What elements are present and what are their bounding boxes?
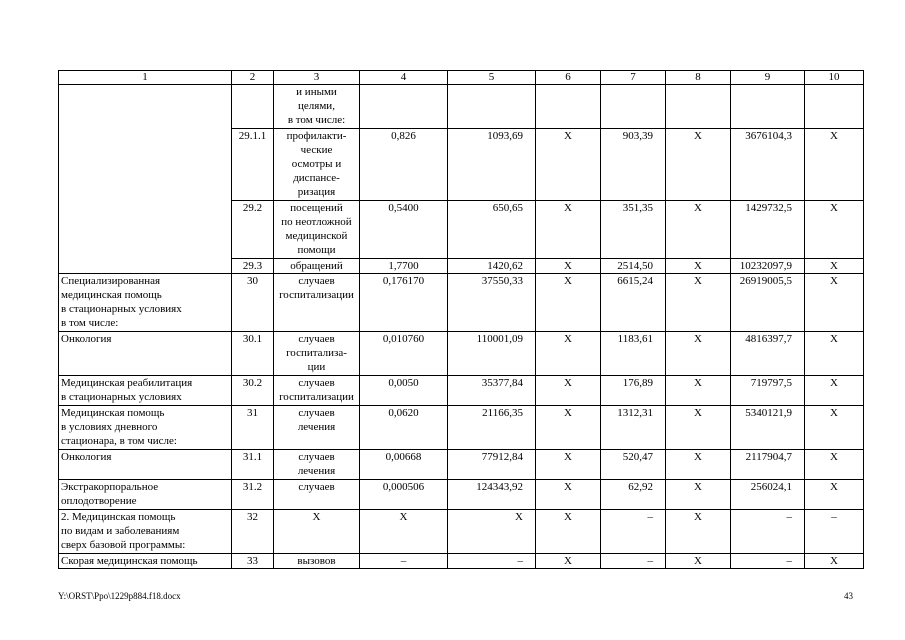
row-col6-cell: Х xyxy=(536,376,601,406)
row-col7-cell: – xyxy=(601,554,666,569)
footer-page-number: 43 xyxy=(844,591,853,601)
row-col8-cell: Х xyxy=(666,554,731,569)
row-col5-cell: 21166,35 xyxy=(448,406,536,450)
row-code-cell: 31.2 xyxy=(232,480,274,510)
row-name-cell: Онкология xyxy=(59,450,232,480)
row-code-cell: 29.1.1 xyxy=(232,129,274,201)
row-col6-cell: Х xyxy=(536,201,601,259)
row-col8-cell: Х xyxy=(666,376,731,406)
row-col8-cell: Х xyxy=(666,450,731,480)
row-col9-cell: 10232097,9 xyxy=(731,259,805,274)
row-col9-cell: 1429732,5 xyxy=(731,201,805,259)
header-row xyxy=(59,71,864,85)
row-col5-cell: – xyxy=(448,554,536,569)
row-col8-cell: Х xyxy=(666,406,731,450)
row-unit-cell: случаев лечения xyxy=(274,406,360,450)
row-col5-cell: 110001,09 xyxy=(448,332,536,376)
row-col9-cell: 3676104,3 xyxy=(731,129,805,201)
row-col5-cell: 650,65 xyxy=(448,201,536,259)
row-col5-cell: 77912,84 xyxy=(448,450,536,480)
row-code-cell: 32 xyxy=(232,510,274,554)
row-col7-cell: 62,92 xyxy=(601,480,666,510)
table-row xyxy=(59,85,864,129)
row-col4-cell: – xyxy=(360,554,448,569)
row-col5-cell: 37550,33 xyxy=(448,274,536,332)
row-unit-cell: посещений по неотложной медицинской помощи xyxy=(274,201,360,259)
row-col7-cell: 351,35 xyxy=(601,201,666,259)
row-col4-cell: 0,000506 xyxy=(360,480,448,510)
row-col10-cell: Х xyxy=(805,201,864,259)
row-col10-cell: Х xyxy=(805,274,864,332)
row-col5-cell: 1420,62 xyxy=(448,259,536,274)
row-col5-cell: 1093,69 xyxy=(448,129,536,201)
table-row xyxy=(59,480,864,510)
row-col8-cell xyxy=(666,85,731,129)
row-col8-cell: Х xyxy=(666,274,731,332)
row-col7-cell: 6615,24 xyxy=(601,274,666,332)
table-row xyxy=(59,332,864,376)
row-col10-cell: Х xyxy=(805,129,864,201)
row-col4-cell: 0,826 xyxy=(360,129,448,201)
row-code-cell: 31 xyxy=(232,406,274,450)
row-col9-cell: 26919005,5 xyxy=(731,274,805,332)
row-col6-cell: Х xyxy=(536,450,601,480)
row-col4-cell: 1,7700 xyxy=(360,259,448,274)
row-col5-cell xyxy=(448,85,536,129)
row-col6-cell xyxy=(536,85,601,129)
table-row xyxy=(59,406,864,450)
row-col6-cell: Х xyxy=(536,274,601,332)
row-unit-cell: вызовов xyxy=(274,554,360,569)
row-name-cell: Медицинская помощь в условиях дневного стационара, в том числе: xyxy=(59,406,232,450)
row-col5-cell: 124343,92 xyxy=(448,480,536,510)
row-col10-cell: – xyxy=(805,510,864,554)
row-col4-cell: 0,5400 xyxy=(360,201,448,259)
row-col8-cell: Х xyxy=(666,129,731,201)
row-col4-cell: 0,0620 xyxy=(360,406,448,450)
row-name-cell: Медицинская реабилитация в стационарных условиях xyxy=(59,376,232,406)
row-col10-cell: Х xyxy=(805,259,864,274)
row-name-cell: Специализированная медицинская помощь в стационарных условиях в том числе: xyxy=(59,274,232,332)
row-col8-cell: Х xyxy=(666,510,731,554)
row-col9-cell: – xyxy=(731,554,805,569)
row-col6-cell: Х xyxy=(536,554,601,569)
row-col9-cell xyxy=(731,85,805,129)
table-row xyxy=(59,554,864,569)
row-col10-cell: Х xyxy=(805,480,864,510)
row-col9-cell: 4816397,7 xyxy=(731,332,805,376)
row-col10-cell: Х xyxy=(805,554,864,569)
row-col4-cell xyxy=(360,85,448,129)
row-name-cell: Скорая медицинская помощь xyxy=(59,554,232,569)
row-code-cell: 30.2 xyxy=(232,376,274,406)
row-unit-cell: и иными целями, в том числе: xyxy=(274,85,360,129)
row-col6-cell: Х xyxy=(536,510,601,554)
row-col9-cell: – xyxy=(731,510,805,554)
row-code-cell: 30.1 xyxy=(232,332,274,376)
table-row xyxy=(59,376,864,406)
row-col9-cell: 256024,1 xyxy=(731,480,805,510)
row-col6-cell: Х xyxy=(536,332,601,376)
row-col4-cell: 0,0050 xyxy=(360,376,448,406)
row-col9-cell: 5340121,9 xyxy=(731,406,805,450)
footer-file-path: Y:\ORST\Ppo\1229p884.f18.docx xyxy=(58,591,181,601)
row-col7-cell: 2514,50 xyxy=(601,259,666,274)
row-col7-cell: 176,89 xyxy=(601,376,666,406)
data-table xyxy=(58,70,864,569)
row-code-cell: 29.2 xyxy=(232,201,274,259)
row-unit-cell: случаев госпитализации xyxy=(274,274,360,332)
header-cell: 7 xyxy=(601,71,666,85)
row-name-cell: Онкология xyxy=(59,332,232,376)
row-unit-cell: случаев xyxy=(274,480,360,510)
header-cell: 3 xyxy=(274,71,360,85)
row-col10-cell: Х xyxy=(805,332,864,376)
row-col10-cell: Х xyxy=(805,450,864,480)
header-cell: 10 xyxy=(805,71,864,85)
row-col5-cell: 35377,84 xyxy=(448,376,536,406)
row-col9-cell: 719797,5 xyxy=(731,376,805,406)
row-col6-cell: Х xyxy=(536,129,601,201)
table-row xyxy=(59,450,864,480)
header-cell: 2 xyxy=(232,71,274,85)
row-code-cell: 30 xyxy=(232,274,274,332)
row-code-cell: 33 xyxy=(232,554,274,569)
header-cell: 8 xyxy=(666,71,731,85)
row-col10-cell: Х xyxy=(805,376,864,406)
row-unit-cell: случаев госпитализации xyxy=(274,376,360,406)
row-col4-cell: 0,010760 xyxy=(360,332,448,376)
table-row xyxy=(59,274,864,332)
row-unit-cell: случаев лечения xyxy=(274,450,360,480)
row-col4-cell: Х xyxy=(360,510,448,554)
row-name-cell: Экстракорпоральное оплодотворение xyxy=(59,480,232,510)
row-col4-cell: 0,00668 xyxy=(360,450,448,480)
row-col6-cell: Х xyxy=(536,259,601,274)
row-col10-cell xyxy=(805,85,864,129)
row-col8-cell: Х xyxy=(666,480,731,510)
header-cell: 9 xyxy=(731,71,805,85)
header-cell: 6 xyxy=(536,71,601,85)
row-col5-cell: Х xyxy=(448,510,536,554)
row-name-cell: 2. Медицинская помощь по видам и заболеваниям сверх базовой программы: xyxy=(59,510,232,554)
row-unit-cell: профилакти- ческие осмотры и диспансе- ризация xyxy=(274,129,360,201)
row-col8-cell: Х xyxy=(666,332,731,376)
row-col6-cell: Х xyxy=(536,406,601,450)
row-code-cell: 31.1 xyxy=(232,450,274,480)
table-row xyxy=(59,510,864,554)
header-cell: 4 xyxy=(360,71,448,85)
row-col7-cell: – xyxy=(601,510,666,554)
row-col7-cell xyxy=(601,85,666,129)
row-col7-cell: 903,39 xyxy=(601,129,666,201)
row-col4-cell: 0,176170 xyxy=(360,274,448,332)
row-col7-cell: 1183,61 xyxy=(601,332,666,376)
row-unit-cell: обращений xyxy=(274,259,360,274)
row-col9-cell: 2117904,7 xyxy=(731,450,805,480)
row-unit-cell: случаев госпитализа- ции xyxy=(274,332,360,376)
row-col8-cell: Х xyxy=(666,201,731,259)
row-col7-cell: 520,47 xyxy=(601,450,666,480)
row-col8-cell: Х xyxy=(666,259,731,274)
row-col7-cell: 1312,31 xyxy=(601,406,666,450)
row-code-cell xyxy=(232,85,274,129)
row-col10-cell: Х xyxy=(805,406,864,450)
row-name-cell xyxy=(59,85,232,274)
row-code-cell: 29.3 xyxy=(232,259,274,274)
row-col6-cell: Х xyxy=(536,480,601,510)
header-cell: 1 xyxy=(59,71,232,85)
header-cell: 5 xyxy=(448,71,536,85)
row-unit-cell: Х xyxy=(274,510,360,554)
